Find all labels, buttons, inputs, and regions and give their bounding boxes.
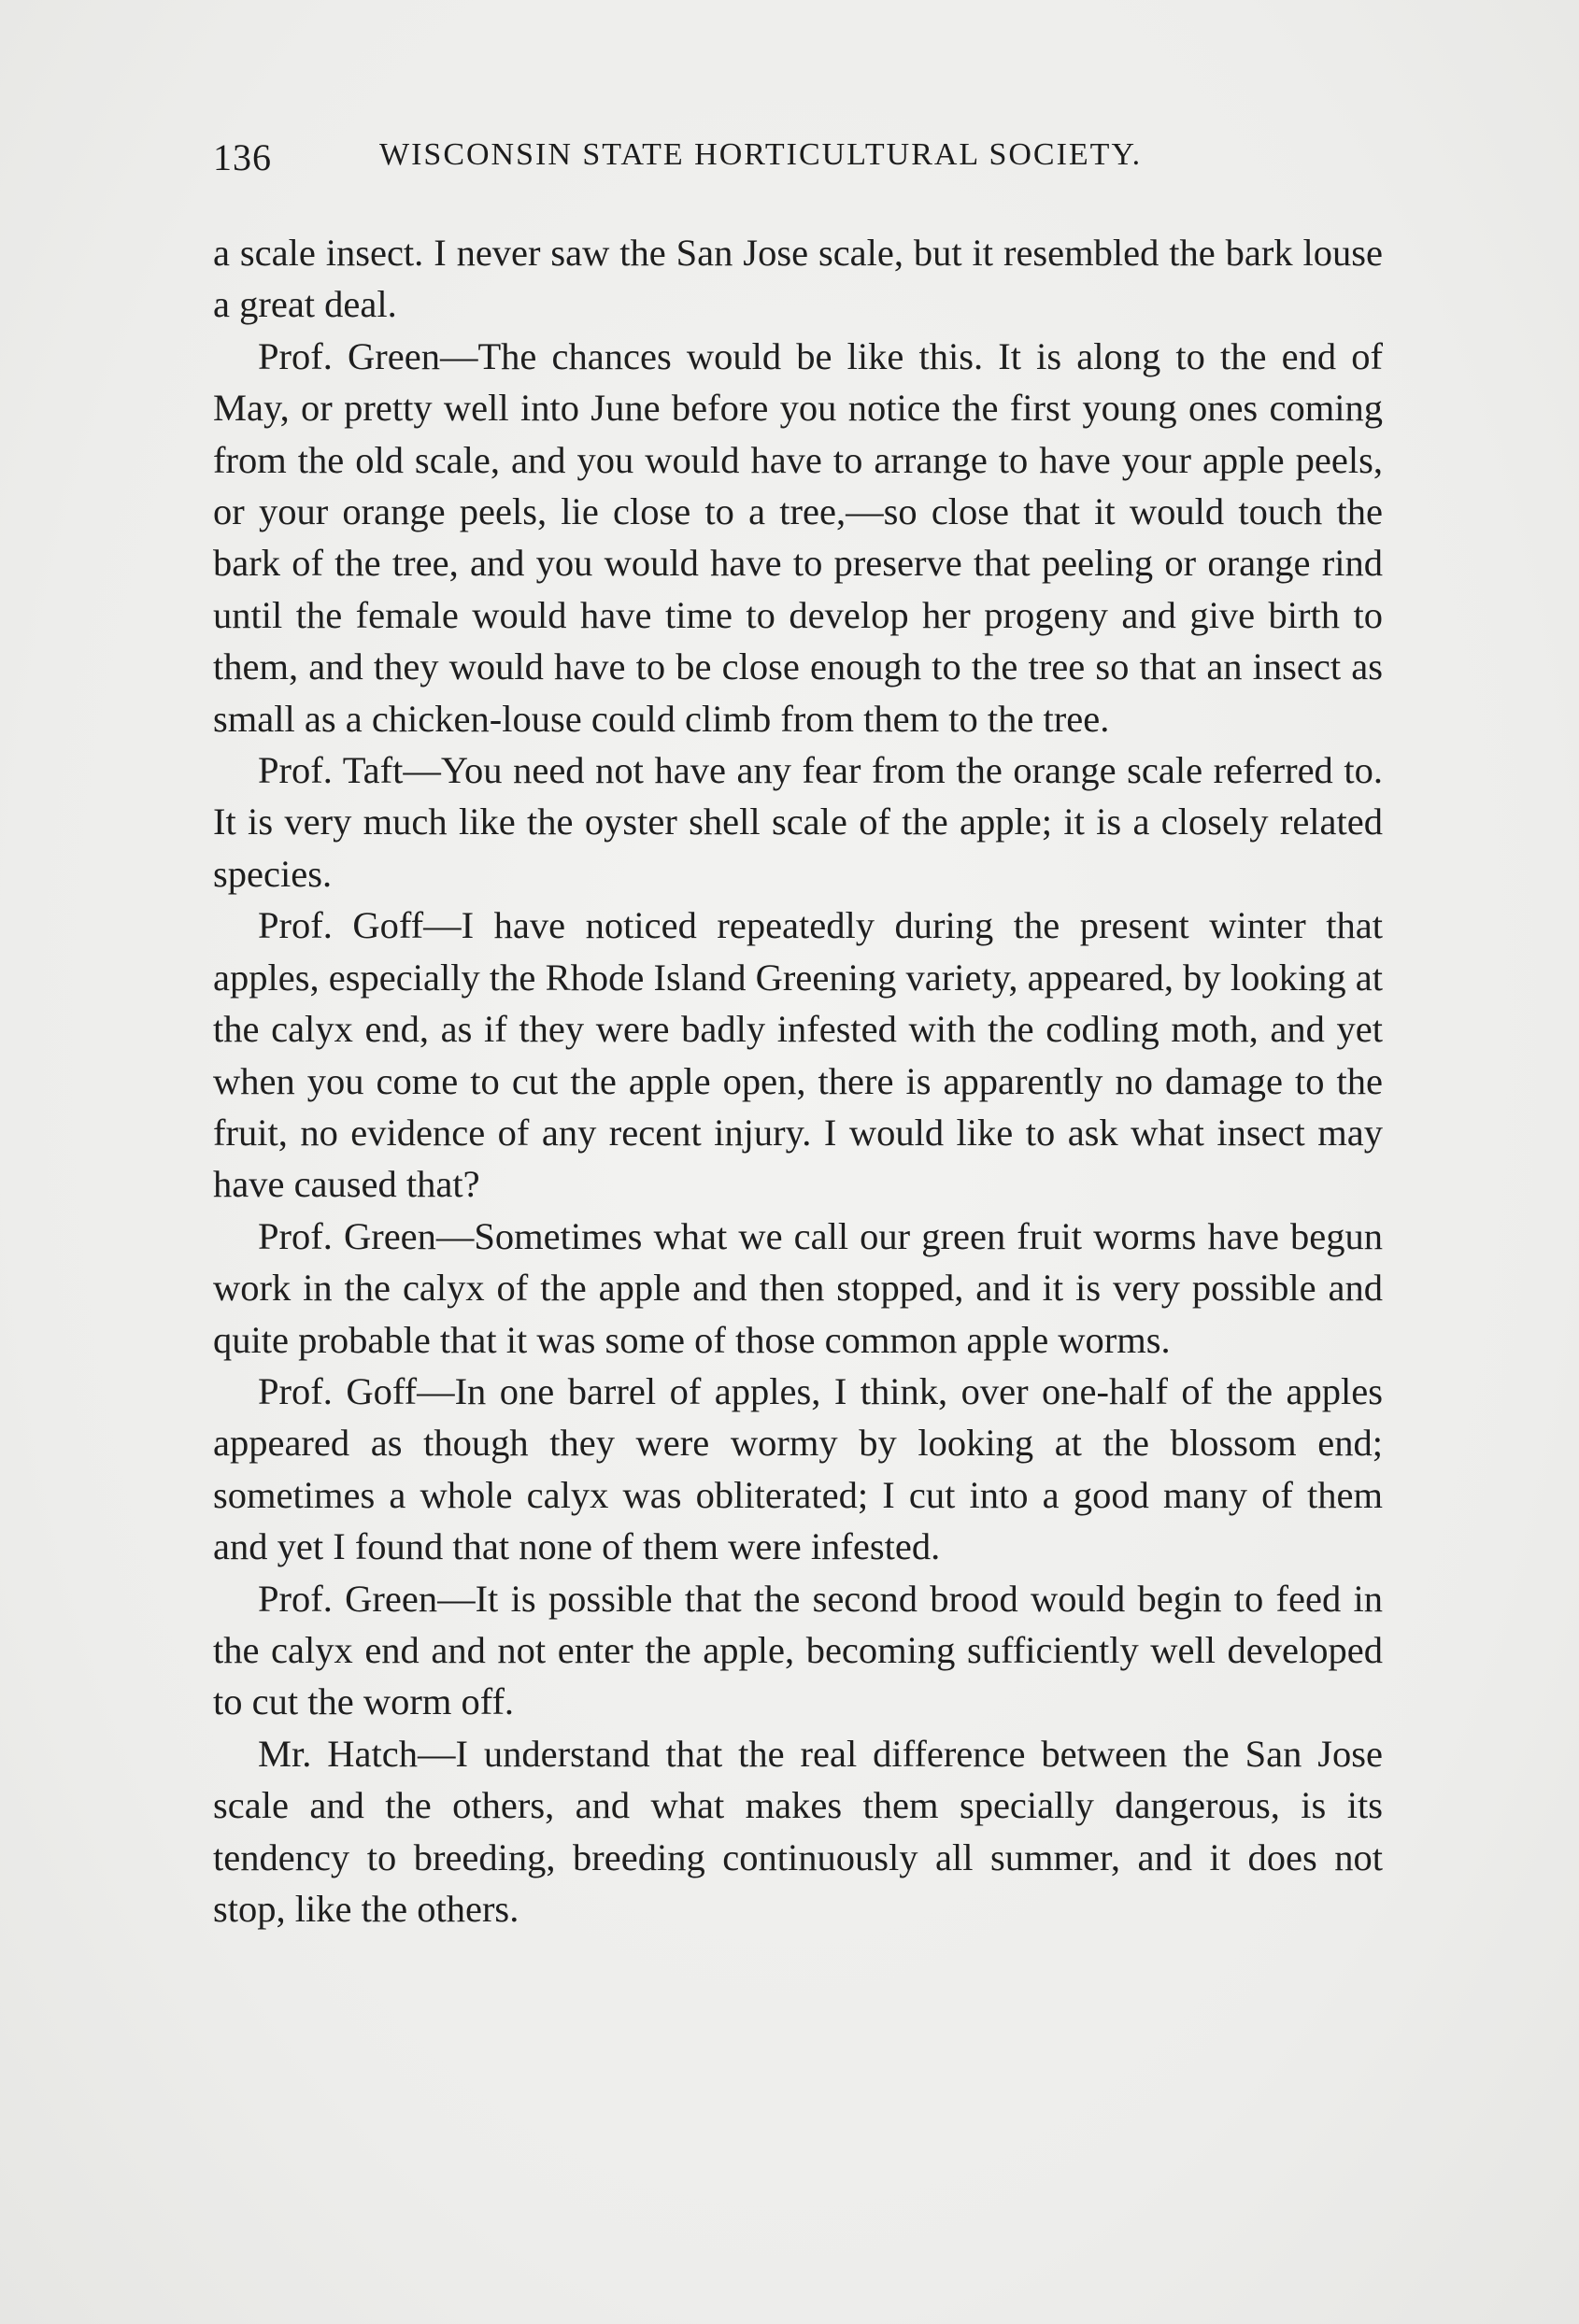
running-title: WISCONSIN STATE HORTICULTURAL SOCIETY.: [379, 137, 1143, 172]
page-header: [213, 135, 1390, 182]
paragraph-green-3: Prof. Green—It is possible that the second brood would begin to feed in the calyx end and not enter the apple, becoming sufficiently well developed to cut the worm off.: [213, 1577, 1383, 1723]
page-number: 136: [213, 136, 272, 178]
paragraph-green-2: Prof. Green—Sometimes what we call our green fruit worms have begun work in the calyx of the apple and then stopped, and it is very possible and quite probable that it was some of those common apple worms.: [213, 1214, 1383, 1361]
body-text: [213, 227, 1383, 1934]
paragraph-continuation: a scale insect. I never saw the San Jose scale, but it resembled the bark louse a great deal.: [213, 232, 1383, 326]
paragraph-hatch: Mr. Hatch—I understand that the real difference between the San Jose scale and the others, and what makes them specially dangerous, is its tendency to breeding, breeding continuously all summer, and it does not stop, like the others.: [213, 1732, 1383, 1930]
paragraph-goff-2: Prof. Goff—In one barrel of apples, I think, over one-half of the apples appeared as though they were wormy by looking at the blossom end; sometimes a whole calyx was obliterated; I cut into a good many of them and yet I found that none of them were infested.: [213, 1369, 1383, 1568]
paragraph-green-1: Prof. Green—The chances would be like this. It is along to the end of May, or pretty well into June before you notice the first young ones coming from the old scale, and you would have to arrange to have your apple peels, or your orange peels, lie close to a tree,—so close that it would touch the bark of the tree, and you would have to preserve that peeling or orange rind until the female would have time to develop her progeny and give birth to them, and they would have to be close enough to the tree so that an insect as small as a chicken-louse could climb from them to the tree.: [213, 334, 1383, 740]
paragraph-goff-1: Prof. Goff—I have noticed repeatedly during the present winter that apples, especially the Rhode Island Greening variety, appeared, by looking at the calyx end, as if they were badly infested with the codling moth, and yet when you come to cut the apple open, there is apparently no damage to the fruit, no evidence of any recent injury. I would like to ask what insect may have caused that?: [213, 904, 1383, 1206]
paragraph-taft: Prof. Taft—You need not have any fear from the orange scale referred to. It is very much like the oyster shell scale of the apple; it is a closely related species.: [213, 749, 1383, 895]
